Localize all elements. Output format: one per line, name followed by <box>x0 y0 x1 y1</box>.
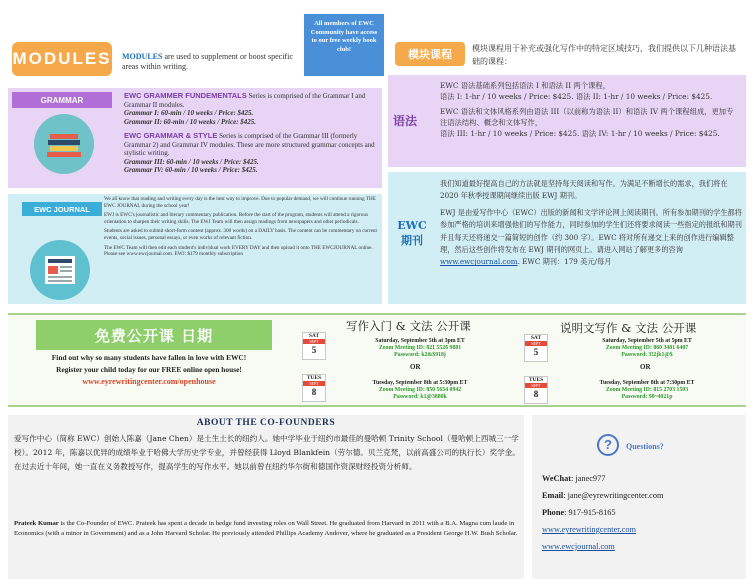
session-password: Password: 90~4021p <box>621 394 673 401</box>
open-house-heading: 免费公开课 日期 <box>36 320 272 350</box>
grammar-1-info: Grammar I: 60-min / 10 weeks / Price: $425. <box>124 109 254 117</box>
yufa-series-1: EWC 语法基础系列包括语法 I 和语法 II 两个课程， <box>440 81 610 90</box>
session-zoom-id: Zoom Meeting ID: 821 5526 9881 <box>378 345 462 352</box>
cal-month: SEPT <box>525 341 547 346</box>
journal-paragraph: Students are asked to submit short-form content (approx. 300 words) on a DAILY basis. The content can be commentary on current events, social issues, personal essays, or even works of relevant fiction. <box>104 228 377 241</box>
grammar-3-info: Grammar III: 60-min / 10 weeks / Price: $425. <box>124 157 259 166</box>
yufa-label: 语法 <box>393 114 418 128</box>
eyrewritingcenter-link[interactable]: www.eyrewritingcenter.com <box>542 525 636 534</box>
course-2-session-1 <box>552 338 742 360</box>
modules-label: MODULES <box>12 42 112 76</box>
email-label: Email <box>542 491 564 500</box>
cal-date: 5 <box>533 347 539 357</box>
grammar-style-desc: Series is comprised of the Grammar III (formerly Grammar 2) and Grammar IV modules. These are more structured grammar concepts and stylistic writing. <box>124 132 375 157</box>
grammar-text <box>124 92 378 175</box>
qikan-price: . EWC 期刊：179 美元/每月 <box>517 257 612 267</box>
calendar-icon <box>302 332 326 360</box>
yufa-series-2-price: 语法 III: 1-hr / 10 weeks / Price: $425. 语法 IV: 1-hr / 10 weeks / Price: $425. <box>440 129 720 138</box>
cn-modules-label: 模块课程 <box>395 42 465 66</box>
ewcjournal-link[interactable]: www.ewcjournal.com <box>440 257 518 267</box>
cal-month: SEPT <box>525 383 547 388</box>
cal-date: 8 <box>311 387 317 397</box>
grammar-tag: GRAMMAR <box>12 92 112 108</box>
or-divider: OR <box>640 363 651 371</box>
cn-modules-intro: 模块课程用于补充或强化写作中的特定区域技巧，我们提供以下几种语法基础的课程： <box>472 44 736 66</box>
qikan-label <box>394 218 430 248</box>
course-1-title: 写作入门 & 文法 公开课 <box>346 319 471 333</box>
session-zoom-id: Zoom Meeting ID: 850 5654 0942 <box>378 387 462 394</box>
qikan-label-en: EWC <box>397 219 427 232</box>
founder-bio-text: is the Co-Founder of EWC. Prateek has spent a decade in hedge fund investing roles on Wall Street. He graduated from Harvard in 2011 with a B.A. Magna cum laude in Economics (with a minor in Government) and as a John Harvard Scholar. He previously attended Phillips Academy Andover, where he graduated as a President George H.W. Bush Scholar. <box>14 520 518 537</box>
qikan-intro: 我们知道最好提高自己的方法就是坚持每天阅读和写作。为满足不断增长的需求，我们将在 2020 年秋季授课期间继续出版 EWJ 期刊。 <box>440 179 728 201</box>
journal-tag: EWC JOURNAL <box>22 202 102 216</box>
yufa-series-1-price: 语法 I: 1-hr / 10 weeks / Price: $425. 语法 II: 1-hr / 10 weeks / Price: $425. <box>440 92 713 101</box>
qikan-text <box>440 178 742 273</box>
calendar-icon <box>524 376 548 404</box>
journal-paragraph: EWJ is EWC's journalistic and literary commentary publication. Before the start of the program, students will attend a rigorous orientation to sharpen their writing skills. The EWJ Team will then assign readings from newspapers and other periodicals. <box>104 212 368 225</box>
wechat-label: WeChat <box>542 474 572 483</box>
journal-paragraph: The EWC Team will then edit each student's individual work EVERY DAY and then upload it onto THE EWCJOURNAL online. Please see www.ewcjournal.com. EWJ: $179 monthly subscription <box>104 244 373 258</box>
calendar-icon <box>302 374 326 402</box>
or-divider: OR <box>410 363 421 371</box>
cal-date: 8 <box>533 389 539 399</box>
email-line <box>542 487 742 504</box>
open-house-link[interactable]: www.eyrewritingcenter.com/openhouse <box>82 377 216 386</box>
session-zoom-id: Zoom Meeting ID: 860 3481 6407 <box>605 345 689 352</box>
grammar-fundamentals-desc: Series is comprised of the Grammar I and Grammar II modules. <box>124 92 366 109</box>
session-password: Password: 3!2jk1@$ <box>621 352 673 359</box>
journal-text <box>104 196 380 261</box>
founder-jane-bio: 爱写作中心（简称 EWC）创始人陈嘉（Jane Chen）是土生土长的纽约人。她中学毕业于纽约市最佳的曼哈顿 Trinity School（曼哈顿上西城三一学校）。2012 年，陈嘉以优异的成绩毕业于哈佛大学历史学专业，并曾经获得 Lloyd Blankfein（劳尔德。贝兰克梵，以前高盛公司的执行长）奖学金。在过去近十年间，她一直在义务教授写作，提高学生的写作水平。她以前曾在纽约华尔街和德国作资深财经投资分析师。 <box>14 434 520 471</box>
cal-date: 5 <box>311 345 317 355</box>
cal-month: SEPT <box>303 381 325 386</box>
journal-paragraph: We all know that reading and writing every day is the best way to improve. Due to popular demand, we will continue running THE EWC JOURNAL during the school year! <box>104 196 376 209</box>
ewcjournal-link[interactable]: www.ewcjournal.com <box>542 542 615 551</box>
wechat-value: : janec977 <box>571 474 606 483</box>
qikan-desc: EWJ 是由爱写作中心（EWC）出版的新闻和文学评论网上阅读期刊。所有参加期刊的学生都将参加严格的培训来增强他们的写作能力，同时参加的学生们还将要求阅读一些指定的报纸和期刊并且每天还将递交一篇简短的创作（约 300 字）。EWC 将对所有递交上来的创作进行编辑整理，然后这些创作将发布在 EWJ 期刊的网页上。请进入网站了解更多的咨询 <box>440 207 742 255</box>
open-house-line-1: Find out why so many students have fallen in love with EWC! <box>51 353 247 362</box>
grammar-fundamentals-title: EWC GRAMMER FUNDEMENTALS <box>124 91 247 100</box>
phone-label: Phone <box>542 508 565 517</box>
community-book-club-box: All members of EWC Community have access to our free weekly book club! <box>304 14 384 76</box>
course-2-session-2 <box>552 380 742 402</box>
founder-name: Prateek Kumar <box>14 520 59 527</box>
session-time: Saturday, September 5th at 5pm ET <box>602 338 692 344</box>
course-2-title: 说明文写作 & 文法 公开课 <box>560 321 697 335</box>
session-password: Password: k1@3880k <box>393 394 447 401</box>
grammar-style-title: EWC GRAMMAR & STYLE <box>124 131 218 140</box>
cal-day: SAT <box>530 335 542 341</box>
contact-list <box>542 470 742 555</box>
cal-month: SEPT <box>303 339 325 344</box>
cal-day: TUES <box>528 377 544 383</box>
phone-value: : 917-915-8165 <box>564 508 616 517</box>
cal-day: TUES <box>306 375 322 381</box>
email-value[interactable]: : jane@eyrewritingcenter.com <box>563 491 664 500</box>
founders-title: ABOUT THE CO-FOUNDERS <box>196 418 336 428</box>
yufa-text <box>440 80 740 143</box>
session-time: Saturday, September 5th at 3pm ET <box>375 338 465 344</box>
course-1-session-1 <box>330 338 510 360</box>
book-shelf-icon <box>34 114 94 174</box>
modules-desc-bold: MODULES <box>122 52 163 61</box>
grammar-2-info: Grammar II: 60-min / 10 weeks / Price: $425. <box>124 117 257 126</box>
questions-title: Questions? <box>626 442 664 451</box>
session-time: Tuesday, September 8th at 7:30pm ET <box>599 380 695 386</box>
modules-description <box>122 52 302 72</box>
open-house-text <box>18 352 280 388</box>
question-mark-icon: ? <box>597 434 619 456</box>
founder-prateek-bio <box>14 519 520 539</box>
phone-line <box>542 504 742 521</box>
open-house-line-2: Register your child today for our FREE online open house! <box>56 365 242 374</box>
grammar-4-info: Grammar IV: 60-min / 10 weeks / Price: $425. <box>124 166 258 174</box>
modules-desc-text: are used to supplement or boost specific areas within writing. <box>122 52 293 71</box>
course-1-session-2 <box>330 380 510 402</box>
yufa-series-2: EWC 语法和文体风格系列由语法 III（以前称为语法 II）和语法 IV 两个课程组成，更加专注语法结构、概念和文体写作， <box>440 107 734 127</box>
session-zoom-id: Zoom Meeting ID: 815 2703 1503 <box>605 387 689 394</box>
cal-day: SAT <box>308 333 320 339</box>
qikan-label-cn: 期刊 <box>401 234 423 247</box>
calendar-icon <box>524 334 548 362</box>
wechat-line <box>542 470 742 487</box>
session-password: Password: k2&$918j <box>394 352 446 359</box>
newspaper-icon <box>30 240 90 300</box>
session-time: Tuesday, September 8th at 5:30pm ET <box>372 380 468 386</box>
